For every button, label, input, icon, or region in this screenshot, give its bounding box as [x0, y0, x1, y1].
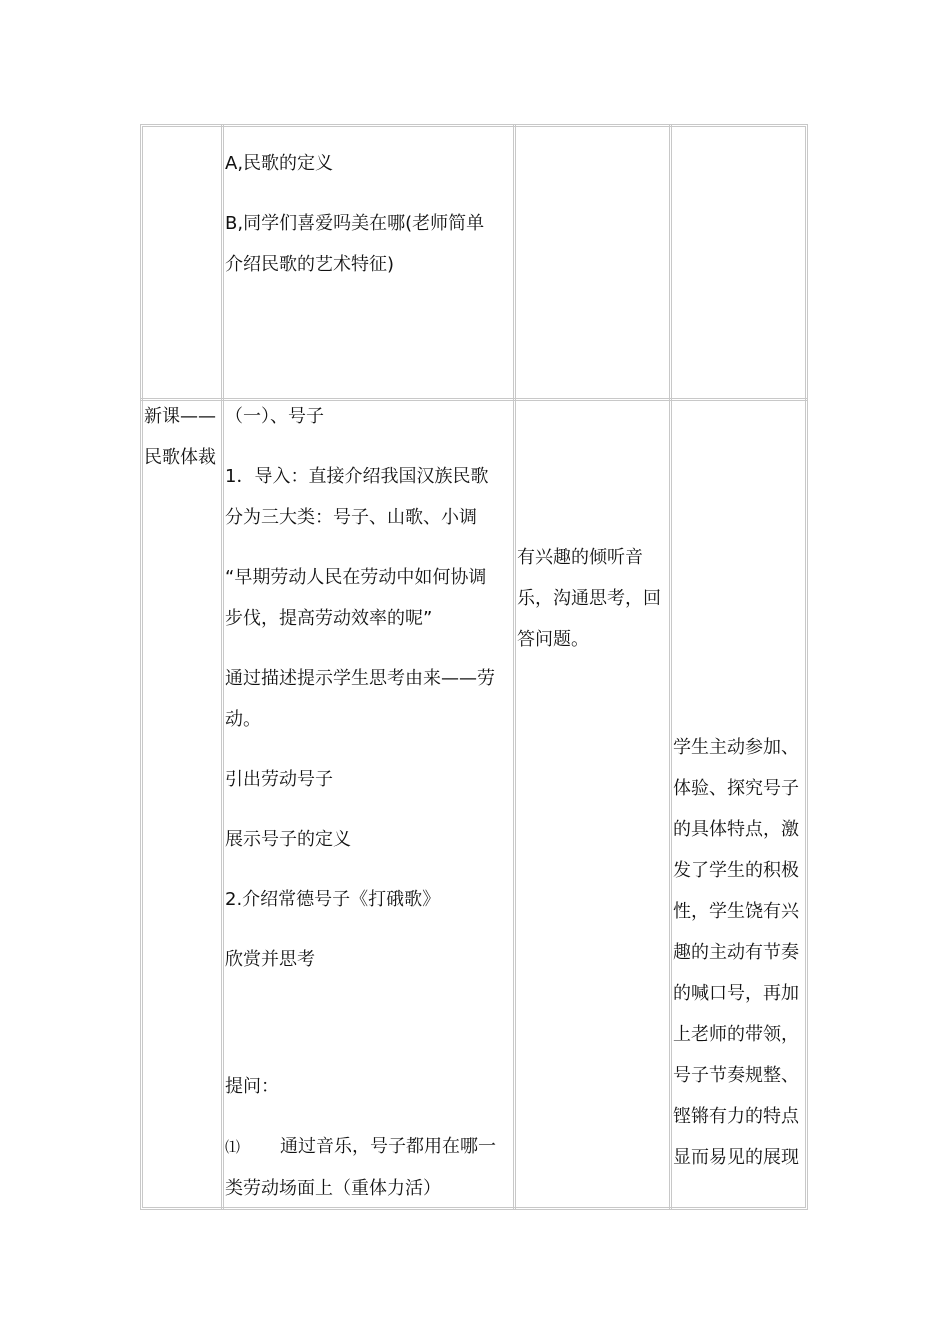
item-b-line1: B,同学们喜爱吗美在哪(老师简单: [225, 213, 485, 234]
student-activity-line2: 乐，沟通思考，回: [517, 588, 661, 609]
desc-line2: 动。: [225, 709, 261, 730]
design-intent-line2: 体验、探究号子: [673, 778, 799, 799]
lead-line: 引出劳动号子: [225, 769, 333, 790]
column-divider-1: [221, 124, 224, 1210]
intro-line2: 分为三大类：号子、山歌、小调: [225, 507, 477, 528]
row1-content-cell: [225, 143, 515, 285]
show-definition-line: 展示号子的定义: [225, 829, 351, 850]
student-activity-line1: 有兴趣的倾听音: [517, 547, 643, 568]
design-intent-line1: 学生主动参加、: [673, 737, 799, 758]
design-intent-line3: 的具体特点，激: [673, 819, 799, 840]
section-label-cell: [144, 396, 222, 478]
question-1-number: ⑴: [225, 1138, 241, 1156]
enjoy-line: 欣赏并思考: [225, 949, 315, 970]
section-heading: （一）、号子: [225, 406, 324, 427]
quote-line2: 步伐，提高劳动效率的呢”: [225, 608, 433, 629]
item-a: A,民歌的定义: [225, 153, 334, 174]
design-intent-line6: 趣的主动有节奏: [673, 942, 799, 963]
question-1-line1: [225, 1126, 515, 1168]
question-1-text: 通过音乐，号子都用在哪一: [280, 1136, 497, 1157]
item2-line: 2.介绍常德号子《打硪歌》: [225, 889, 441, 910]
design-intent-line9: 号子节奏规整、: [673, 1065, 799, 1086]
design-intent-line5: 性，学生饶有兴: [673, 901, 799, 922]
design-intent-line4: 发了学生的积极: [673, 860, 799, 881]
design-intent-line8: 上老师的带领，: [673, 1024, 799, 1045]
ask-line: 提问：: [225, 1076, 279, 1097]
desc-line1: 通过描述提示学生思考由来——劳: [225, 668, 495, 689]
teaching-content-cell: [225, 396, 515, 1209]
student-activity-line3: 答问题。: [517, 629, 589, 650]
design-intent-cell: [673, 727, 807, 1178]
student-activity-cell: [517, 537, 669, 660]
item-b-line2: 介绍民歌的艺术特征): [225, 254, 395, 275]
quote-line1: “早期劳动人民在劳动中如何协调: [225, 567, 487, 588]
section-label-line1: 新课——: [144, 406, 216, 427]
question-1-line2: 类劳动场面上（重体力活）: [225, 1178, 441, 1199]
intro-line1: 1．导入：直接介绍我国汉族民歌: [225, 466, 489, 487]
design-intent-line11: 显而易见的展现: [673, 1147, 799, 1168]
design-intent-line10: 铿锵有力的特点: [673, 1106, 799, 1127]
design-intent-line7: 的喊口号，再加: [673, 983, 799, 1004]
section-label-line2: 民歌体裁: [144, 447, 216, 468]
column-divider-3: [669, 124, 672, 1210]
